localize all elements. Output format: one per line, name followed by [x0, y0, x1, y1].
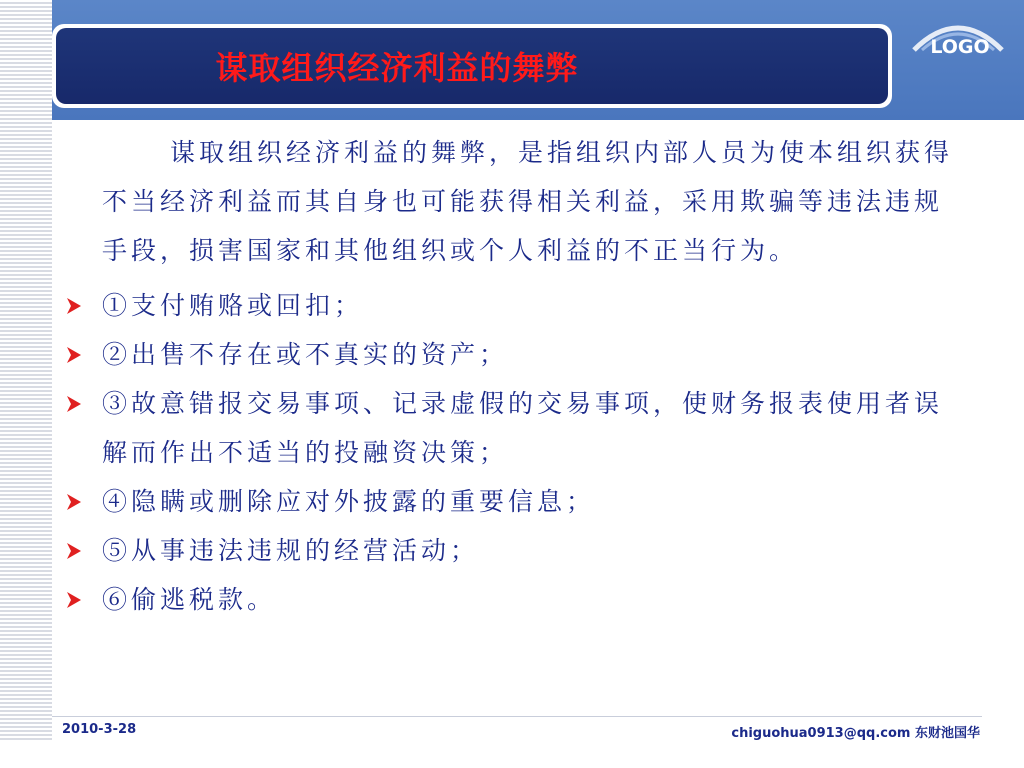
logo-text: LOGO: [930, 36, 990, 58]
arrow-right-icon: [62, 281, 102, 330]
bullet-text: ①支付贿赂或回扣；: [102, 291, 364, 320]
bullet-item: [62, 477, 962, 526]
bullet-text: ④隐瞒或删除应对外披露的重要信息；: [102, 487, 596, 516]
slide-body: [62, 128, 962, 624]
bullet-text: ⑥偷逃税款。: [102, 585, 277, 614]
bullet-item: [62, 330, 962, 379]
arrow-right-icon: [62, 575, 102, 624]
bullet-item: [62, 379, 962, 477]
arrow-right-icon: [62, 526, 102, 575]
bullet-item: [62, 281, 962, 330]
footer-divider: [52, 716, 982, 717]
left-stripe-decoration: [0, 0, 52, 740]
intro-paragraph: 谋取组织经济利益的舞弊，是指组织内部人员为使本组织获得不当经济利益而其自身也可能获得相关利益，采用欺骗等违法违规手段，损害国家和其他组织或个人利益的不正当行为。: [102, 138, 954, 265]
bullet-text: ③故意错报交易事项、记录虚假的交易事项，使财务报表使用者误解而作出不适当的投融资决策；: [102, 389, 944, 467]
title-bar: [56, 28, 888, 104]
arrow-right-icon: [62, 379, 102, 428]
arrow-right-icon: [62, 330, 102, 379]
footer-date: 2010-3-28: [62, 722, 137, 737]
bullet-text: ②出售不存在或不真实的资产；: [102, 340, 509, 369]
slide-title: 谋取组织经济利益的舞弊: [215, 49, 579, 87]
arrow-right-icon: [62, 477, 102, 526]
bullet-item: [62, 575, 962, 624]
bullet-item: [62, 526, 962, 575]
footer-author: chiguohua0913@qq.com 东财池国华: [731, 726, 980, 741]
bullet-text: ⑤从事违法违规的经营活动；: [102, 536, 480, 565]
